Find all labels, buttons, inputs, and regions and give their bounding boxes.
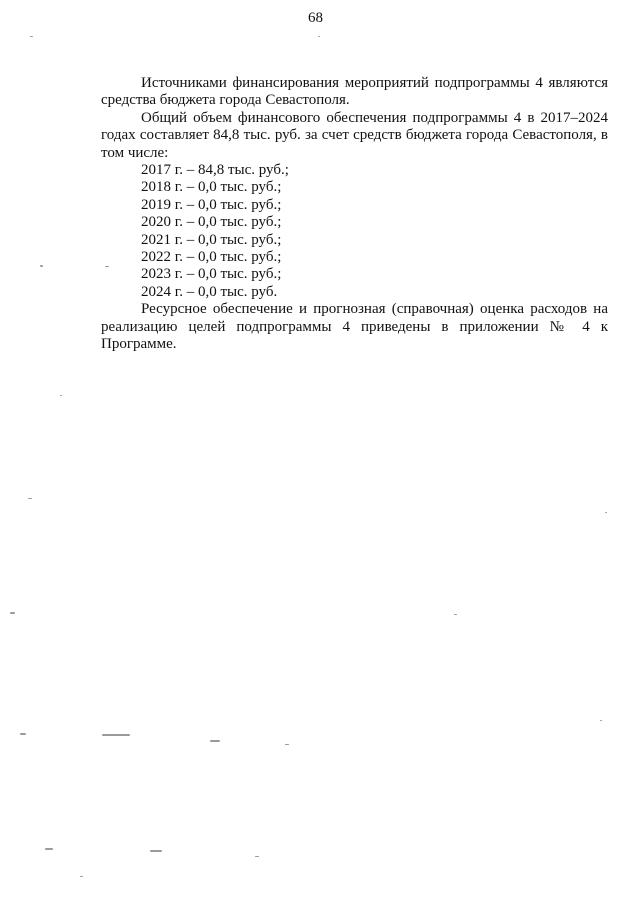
funding-year-item: 2021 г. – 0,0 тыс. руб.; bbox=[141, 231, 282, 248]
page-number: 68 bbox=[308, 10, 323, 26]
resource-estimate-paragraph: Ресурсное обеспечение и прогнозная (справочная) оценка расходов на реализацию целей подпрограммы 4 приведены в приложении № 4 к Программе. bbox=[101, 301, 608, 353]
funding-year-item: 2020 г. – 0,0 тыс. руб.; bbox=[141, 214, 282, 231]
funding-year-item: 2019 г. – 0,0 тыс. руб.; bbox=[141, 196, 282, 213]
funding-year-item: 2023 г. – 0,0 тыс. руб.; bbox=[141, 266, 282, 283]
funding-year-item: 2017 г. – 84,8 тыс. руб.; bbox=[141, 162, 289, 179]
funding-sources-paragraph: Источниками финансирования мероприятий подпрограммы 4 являются средства бюджета города Севастополя. bbox=[101, 75, 608, 109]
funding-by-year-list bbox=[101, 162, 608, 301]
total-funding-paragraph: Общий объем финансового обеспечения подпрограммы 4 в 2017–2024 годах составляет 84,8 тыс. руб. за счет средств бюджета города Севастополя, в том числе: bbox=[101, 109, 608, 161]
funding-year-item: 2018 г. – 0,0 тыс. руб.; bbox=[141, 179, 282, 196]
funding-year-item: 2022 г. – 0,0 тыс. руб.; bbox=[141, 249, 282, 266]
funding-year-item: 2024 г. – 0,0 тыс. руб. bbox=[141, 283, 278, 300]
document-body bbox=[101, 75, 608, 354]
